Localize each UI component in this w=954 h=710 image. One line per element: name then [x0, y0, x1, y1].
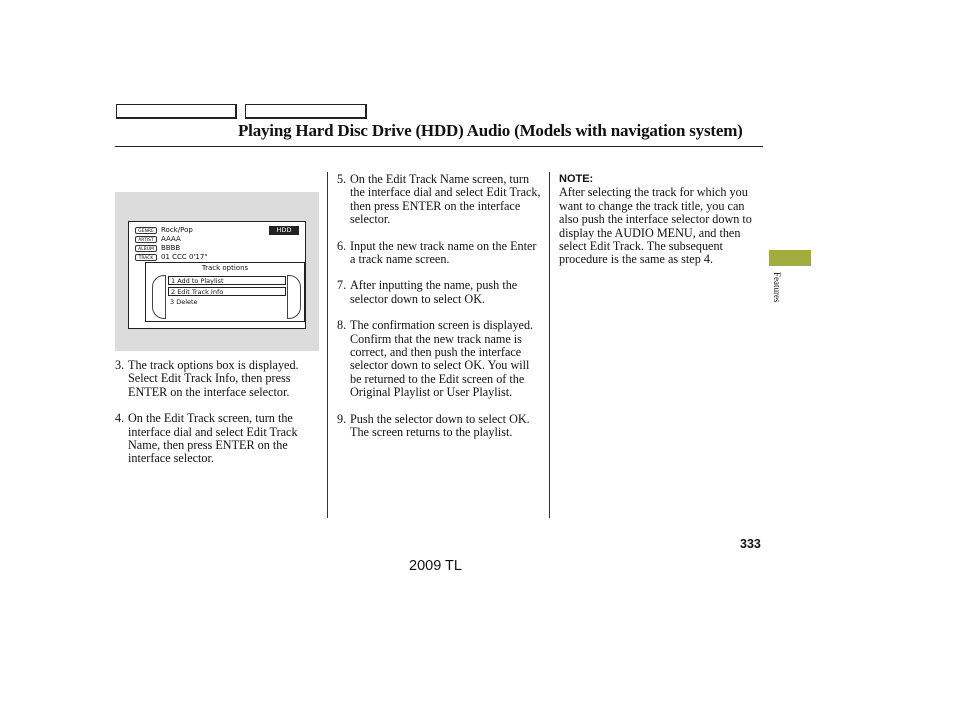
step-7 — [337, 279, 541, 306]
note-block — [559, 173, 757, 267]
step-text: After inputting the name, push the selector down to select OK. — [350, 278, 518, 306]
track-label: TRACK — [135, 254, 157, 261]
option-add-to-playlist[interactable]: 1 Add to Playlist — [168, 276, 286, 285]
step-text: On the Edit Track Name screen, turn the interface dial and select Edit Track, then press ENTER on the interface selector. — [350, 172, 541, 227]
steps-left — [115, 359, 321, 479]
step-number: 5. — [337, 172, 347, 186]
track-options-popup — [145, 262, 305, 322]
step-number: 8. — [337, 318, 347, 333]
hdd-badge: HDD — [269, 226, 299, 235]
step-number: 9. — [337, 411, 347, 426]
step-text: The track options box is displayed. Select Edit Track Info, then press ENTER on the interface selector. — [128, 358, 299, 399]
step-text: Push the selector down to select OK. The screen returns to the playlist. — [350, 411, 530, 440]
section-tab — [769, 250, 811, 266]
page-title: Playing Hard Disc Drive (HDD) Audio (Models with navigation system) — [238, 121, 743, 140]
note-heading: NOTE: — [559, 173, 594, 185]
album-value: BBBB — [161, 244, 181, 252]
step-3 — [115, 359, 321, 399]
title-rule — [115, 146, 763, 147]
popup-title: Track options — [201, 264, 249, 272]
display-screen — [128, 221, 306, 329]
genre-label: GENRE — [135, 227, 157, 234]
page-number: 333 — [740, 537, 761, 551]
genre-row — [135, 226, 193, 235]
step-number: 6. — [337, 238, 347, 253]
step-number: 3. — [115, 358, 125, 372]
step-4 — [115, 412, 321, 466]
nav-box-2 — [245, 104, 367, 119]
step-number: 4. — [115, 411, 125, 426]
note-text: After selecting the track for which you want to change the track title, you can also push the interface selector down to display the AUDIO MENU, and then select Edit Track. The subsequent procedure is the same as step 4. — [559, 185, 752, 267]
option-delete[interactable]: 3 Delete — [170, 298, 198, 306]
step-5 — [337, 173, 541, 227]
step-text: On the Edit Track screen, turn the interface dial and select Edit Track Name, then press ENTER on the interface selector. — [128, 411, 298, 466]
column-divider-1 — [327, 172, 328, 518]
track-value: 01 CCC 0'17" — [161, 253, 208, 261]
track-row — [135, 253, 208, 262]
nav-box-1 — [116, 104, 237, 119]
genre-value: Rock/Pop — [161, 226, 193, 234]
column-divider-2 — [549, 172, 550, 518]
album-label: ALBUM — [135, 245, 157, 252]
step-8 — [337, 319, 541, 399]
footer-model: 2009 TL — [409, 558, 462, 574]
artist-value: AAAA — [161, 235, 181, 243]
step-text: The confirmation screen is displayed. Confirm that the new track name is correct, and then push the interface selector down to select OK. You will be returned to the Edit screen of the Original Playlist or User Playlist. — [350, 318, 534, 400]
section-label-text: Features — [772, 272, 782, 303]
screen-illustration — [115, 192, 319, 351]
step-9 — [337, 413, 541, 440]
step-number: 7. — [337, 278, 347, 293]
artist-row — [135, 235, 181, 244]
option-edit-track-info[interactable]: 2 Edit Track Info — [168, 287, 286, 296]
album-row — [135, 244, 180, 253]
step-6 — [337, 240, 541, 267]
dial-right-graphic — [287, 275, 301, 319]
artist-label: ARTIST — [135, 236, 157, 243]
step-text: Input the new track name on the Enter a track name screen. — [350, 238, 537, 267]
dial-left-graphic — [152, 275, 166, 319]
steps-middle — [337, 173, 541, 453]
section-label — [772, 272, 782, 316]
